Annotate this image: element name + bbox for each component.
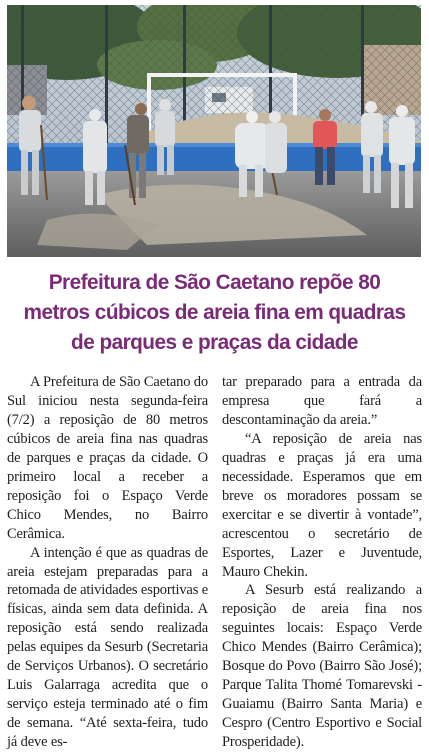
sand-court-workers-image [7,5,421,257]
news-photo [7,5,421,257]
article-paragraph: “A reposição de areia nas quadras e praças já era uma necessidade. Esperamos que em breve os moradores possam se exercitar e se divertir à vontade”, acrescentou o secretário de Esportes, Lazer e Juventude, Mauro Chekin. [222,430,422,580]
article-headline: Prefeitura de São Caetano repõe 80 metros cúbicos de areia fina em quadras de parques e praças da cidade [23,271,406,354]
article-paragraph: A intenção é que as quadras de areia estejam preparadas para a retomada de atividades esportivas e físicas, ainda sem data definida. A reposição está sendo realizada pelas equipes da Sesurb (Secretaria de Serviços Urbanos). O secretário Luis Galarraga acredita que o serviço esteja terminado até o fim de semana. “Até sexta-feira, tudo já deve es- [7,544,208,751]
article-paragraph-continued: tar preparado para a entrada da empresa que fará a descontaminação da areia.” [222,374,422,428]
article-column-left [7,373,208,752]
article-column-right [222,373,422,752]
article-paragraph: A Prefeitura de São Caetano do Sul iniciou nesta segunda-feira (7/2) a reposição de 80 metros cúbicos de areia fina nas quadras de parques e praças da cidade. O primeiro local a receber a reposição foi o Espaço Verde Chico Mendes, no Bairro Cerâmica. [7,374,208,542]
article-paragraph: A Sesurb está realizando a reposição de areia fina nos seguintes locais: Espaço Verde Chico Mendes (Bairro Cerâmica); Bosque do Povo (Bairro São José); Parque Talita Thomé Tomarevski - Guaiamu (Bairro Santa Maria) e Cespro (Centro Esportivo e Social Prosperidade). [222,582,422,751]
